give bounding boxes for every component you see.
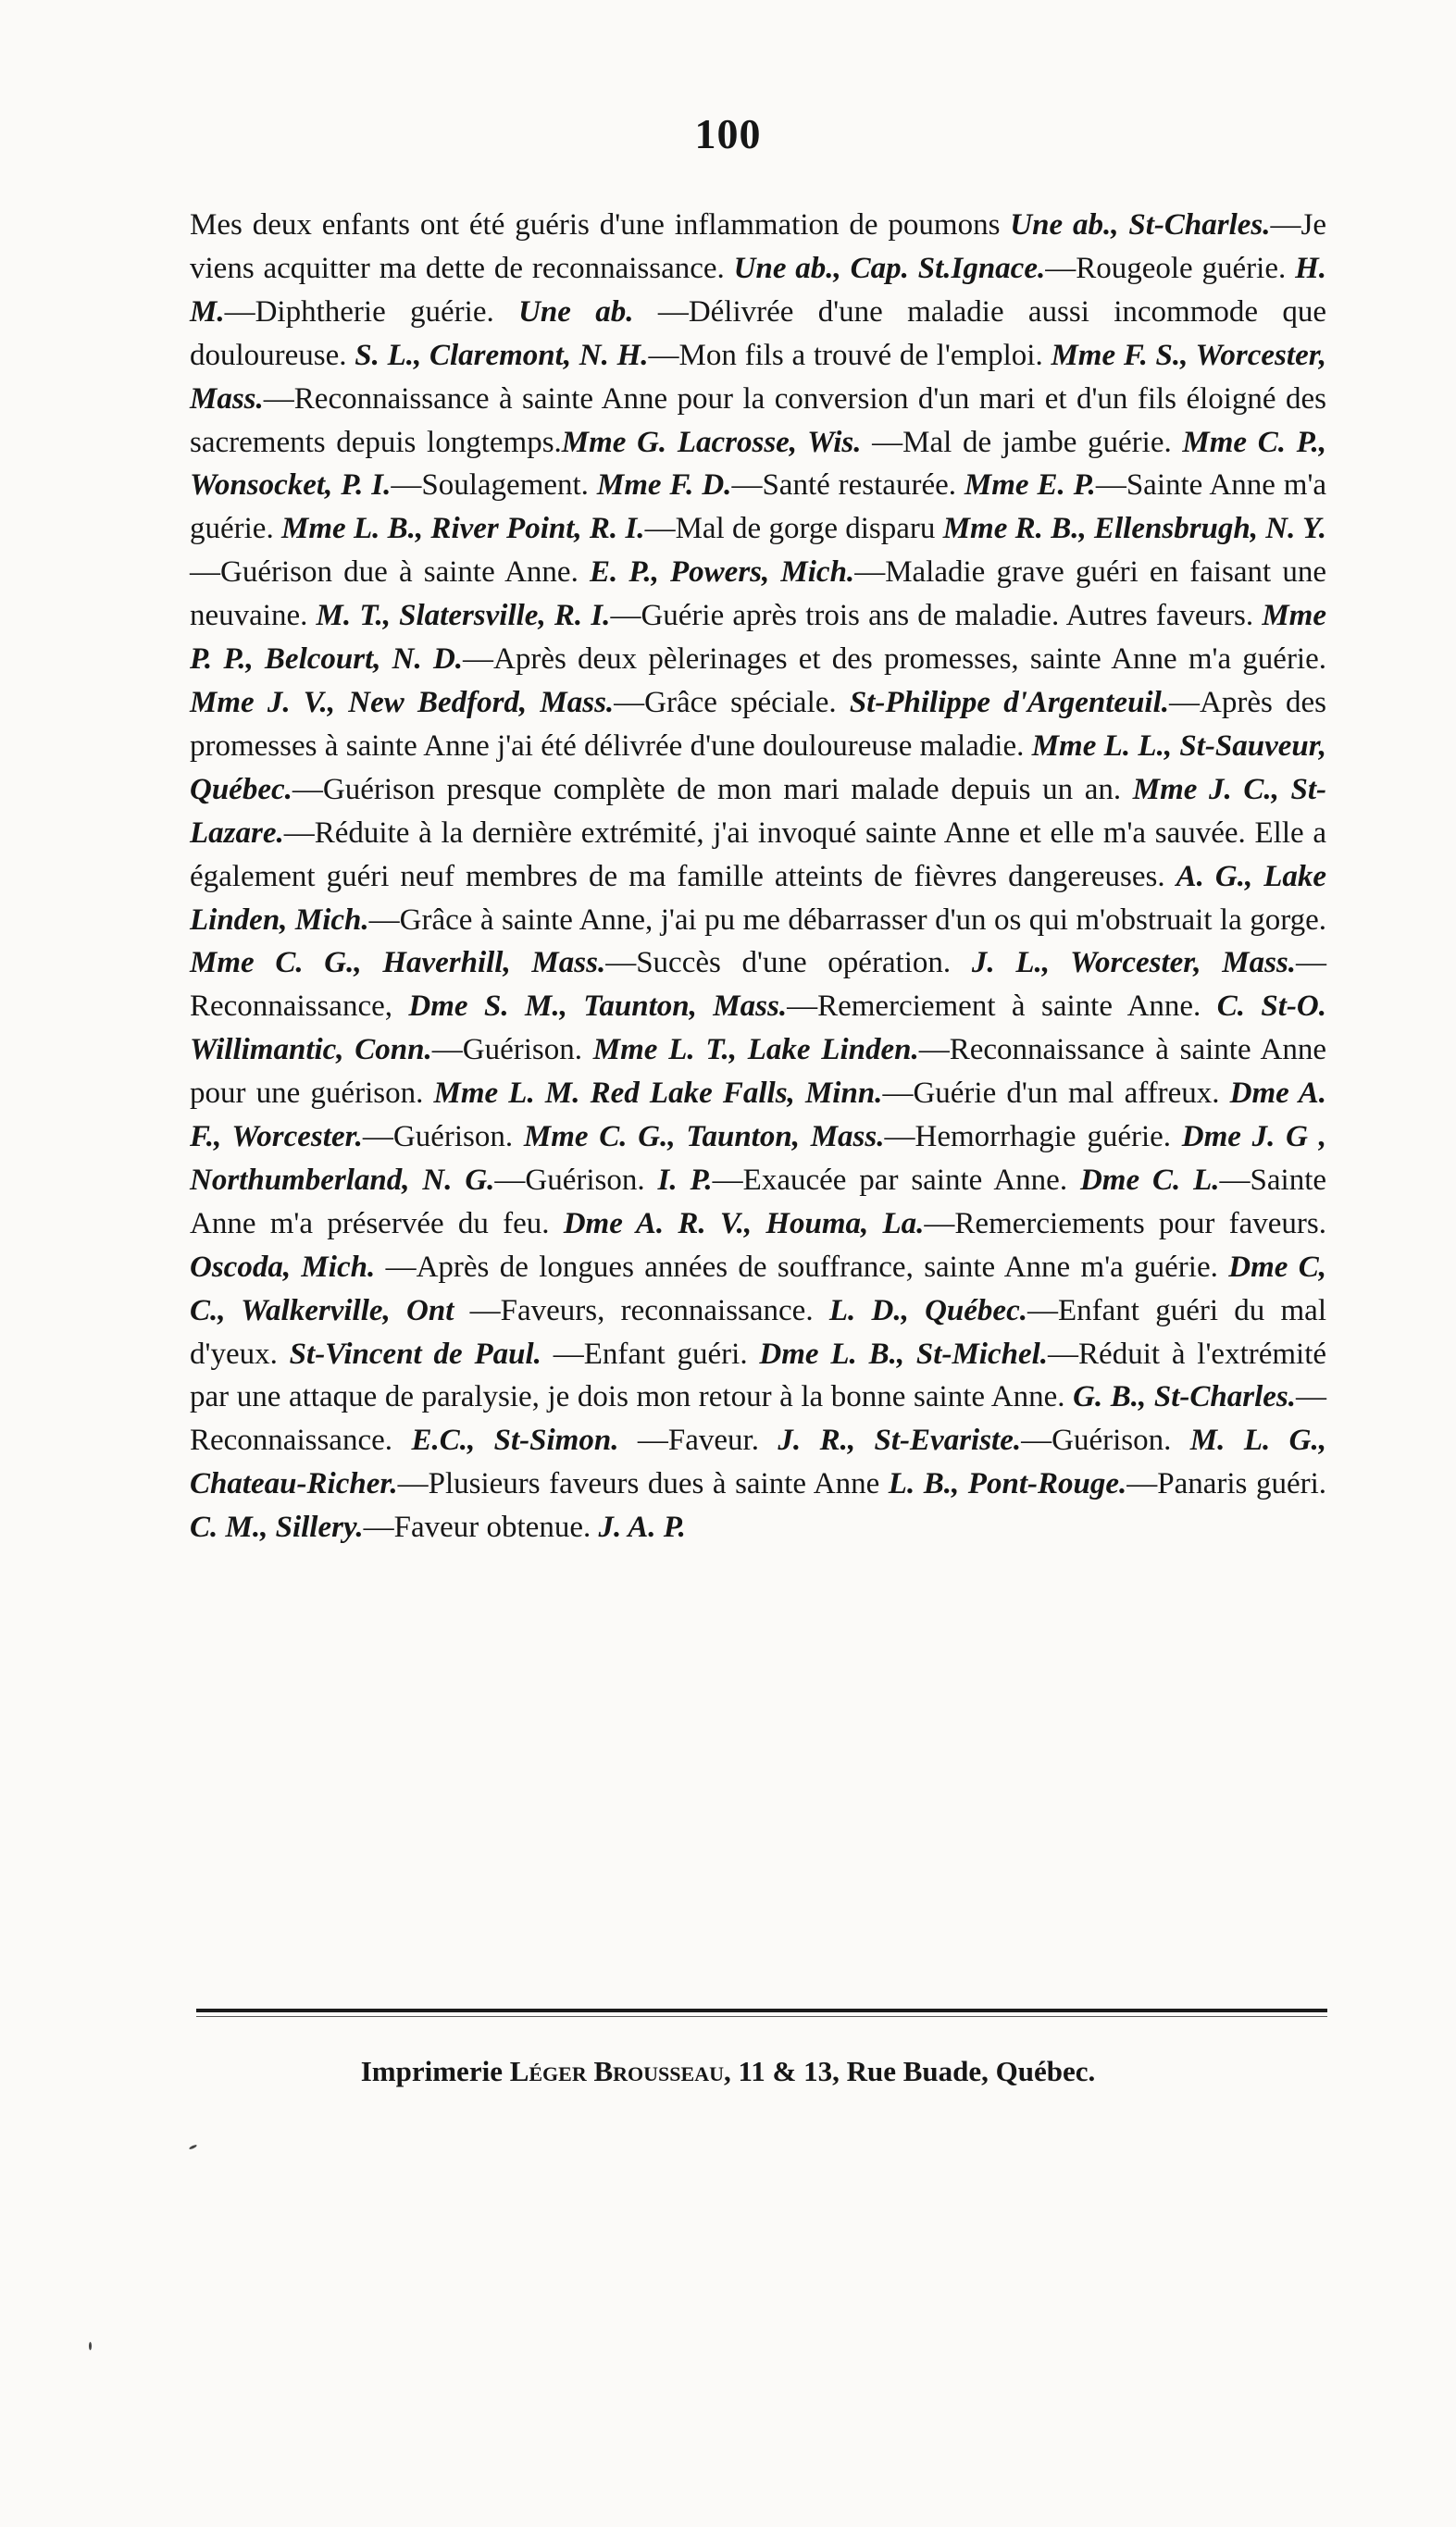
favor-text: —Succès d'une opération. [605,946,952,980]
favor-attribution: Mme F. D. [596,468,732,503]
favor-attribution: E.C., St-Simon. [411,1424,619,1458]
footer-rule-thin [196,2016,1327,2017]
favor-attribution: Mme G. Lacrosse, Wis. [561,425,862,459]
favor-attribution: M. T., Slatersville, R. I. [316,599,611,633]
favor-text: —Délivrée d'une maladie aussi incommode que douloureuse. [190,294,1327,372]
favor-attribution: Dme S. M., Taunton, Mass. [408,990,788,1024]
favor-text: —Faveur obtenue. [363,1511,591,1545]
favor-attribution: Dme C. L. [1079,1163,1220,1197]
favor-text: —Après deux pèlerinages et des promesses, sainte Anne m'a guérie. [463,642,1326,677]
favor-text: —Sainte Anne m'a guérie. [190,468,1327,546]
favors-paragraph [190,204,1326,1550]
favor-text: —Guérison. [1021,1424,1172,1458]
favor-text: —Guérison due à sainte Anne. [190,555,579,590]
favor-text: —Faveurs, reconnaissance. [454,1293,814,1327]
favor-attribution: C. M., Sillery. [190,1511,364,1545]
favor-attribution: Mme C. G., Haverhill, Mass. [190,946,606,980]
favor-text: —Sainte Anne m'a préservée du feu. [190,1163,1327,1240]
favor-attribution: St-Vincent de Paul. [289,1337,541,1371]
favor-attribution: Dme C, C., Walkerville, Ont [190,1250,1327,1327]
favor-attribution: J. A. P. [598,1511,686,1545]
favor-text: —Diphtherie guérie. [224,294,494,329]
favor-text: —Après des promesses à sainte Anne j'ai été délivrée d'une douloureuse maladie. [190,685,1327,763]
imprint-name-1: Léger [509,2055,587,2087]
favor-text: —Mal de jambe guérie. [872,425,1172,459]
favor-attribution: Mme J. V., New Bedford, Mass. [190,685,615,719]
favor-text: —Mon fils a trouvé de l'emploi. [648,338,1043,372]
printer-imprint [0,2055,1456,2088]
favor-text: —Enfant guéri. [553,1337,748,1371]
favor-attribution: Mme F. S., Worcester, Mass. [190,338,1326,416]
favor-text: —Maladie grave guéri en faisant une neuvaine. [190,555,1326,633]
favor-text: —Guérison. [494,1163,645,1197]
favor-attribution: Dme L. B., St-Michel. [759,1337,1049,1371]
favor-text: —Soulagement. [391,468,589,503]
favor-attribution: Mme C. G., Taunton, Mass. [523,1120,885,1154]
favor-text: —Santé restaurée. [731,468,956,503]
favor-text: —Grâce à sainte Anne, j'ai pu me débarrasser d'un os qui m'obstruait la gorge. [368,902,1326,937]
favor-attribution: G. B., St-Charles. [1073,1380,1297,1414]
favor-text: —Je viens acquitter ma dette de reconnaissance. [190,208,1326,285]
imprint-prefix: Imprimerie [360,2055,503,2087]
favor-text: —Guérie d'un mal affreux. [882,1077,1220,1111]
favor-text: —Faveur. [637,1424,759,1458]
favor-attribution: Dme A. R. V., Houma, La. [563,1206,925,1240]
favor-text: —Reconnaissance. [190,1380,1327,1458]
favor-attribution: Mme L. B., River Point, R. I. [281,512,645,546]
ink-speck [189,2144,197,2150]
favor-text: —Grâce spéciale. [614,685,837,719]
favor-text: —Remerciements pour faveurs. [924,1206,1326,1240]
ink-speck [89,2342,92,2350]
favor-attribution: J. L., Worcester, Mass. [971,946,1297,980]
favor-attribution: Mme E. P. [964,468,1096,503]
favor-attribution: C. St-O. Willimantic, Conn. [190,990,1326,1067]
favor-attribution: Dme J. G , Northumberland, N. G. [190,1120,1327,1197]
favor-attribution: Mme L. M. Red Lake Falls, Minn. [433,1077,883,1111]
favor-text: —Guérie après trois ans de maladie. Autres faveurs. [610,599,1254,633]
favor-text: —Guérison. [362,1120,514,1154]
favor-attribution: Une ab., Cap. St.Ignace. [733,251,1046,285]
favor-text: —Reconnaissance à sainte Anne pour une guérison. [190,1033,1327,1111]
favor-attribution: Mme C. P., Wonsocket, P. I. [190,425,1327,503]
favor-text: —Panaris guéri. [1126,1467,1326,1501]
favor-attribution: I. P. [657,1163,713,1197]
favors-body-text [190,204,1326,1550]
imprint-name-2: Brousseau, [593,2055,731,2087]
favor-attribution: St-Philippe d'Argenteuil. [849,685,1170,719]
footer-rule [196,2009,1327,2012]
favor-attribution: L. B., Pont-Rouge. [888,1467,1127,1501]
favor-attribution: Mme R. B., Ellensbrugh, N. Y. [942,512,1327,546]
favor-attribution: Oscoda, Mich. [190,1250,376,1284]
favor-attribution: Dme A. F., Worcester. [190,1077,1327,1154]
favor-text: —Après de longues années de souffrance, sainte Anne m'a guérie. [385,1250,1218,1284]
favor-attribution: Une ab. [518,294,634,329]
favor-text: —Rougeole guérie. [1045,251,1287,285]
favor-attribution: L. D., Québec. [828,1293,1027,1327]
favor-attribution: H. M. [190,251,1326,329]
favor-text: —Réduite à la dernière extrémité, j'ai invoqué sainte Anne et elle m'a sauvée. Elle a également guéri neuf membres de ma famille atteints de fièvres dangereuses. [190,815,1326,893]
favor-text: —Remerciement à sainte Anne. [787,990,1201,1024]
favor-text: —Reconnaissance, [190,946,1327,1024]
favor-attribution: E. P., Powers, Mich. [590,555,855,590]
favor-text: —Plusieurs faveurs dues à sainte Anne [397,1467,880,1501]
favor-attribution: Une ab., St-Charles. [1010,208,1271,242]
favor-text: Mes deux enfants ont été guéris d'une inflammation de poumons [190,208,1001,242]
favor-text: —Mal de gorge disparu [644,512,936,546]
favor-text: —Guérison presque complète de mon mari malade depuis un an. [292,772,1122,806]
favor-text: —Réduit à l'extrémité par une attaque de paralysie, je dois mon retour à la bonne sainte Anne. [190,1337,1327,1414]
favor-attribution: Mme L. L., St-Sauveur, Québec. [190,728,1327,806]
favor-attribution: M. L. G., Chateau-Richer. [190,1424,1326,1501]
favor-text: —Hemorrhagie guérie. [884,1120,1172,1154]
page-number: 100 [694,110,762,157]
favor-attribution: Mme L. T., Lake Linden. [592,1033,919,1067]
favor-text: —Guérison. [431,1033,583,1067]
favor-attribution: J. R., St-Evariste. [778,1424,1022,1458]
favor-attribution: Mme J. C., St-Lazare. [190,772,1327,850]
favor-text: —Enfant guéri du mal d'yeux. [190,1293,1326,1371]
imprint-address: 11 & 13, Rue Buade, Québec. [738,2055,1096,2087]
favor-text: —Exaucée par sainte Anne. [712,1163,1068,1197]
favor-attribution: Mme P. P., Belcourt, N. D. [190,599,1327,677]
favor-text: —Reconnaissance à sainte Anne pour la conversion d'un mari et d'un fils éloigné des sacrements depuis longtemps. [190,381,1326,459]
favor-attribution: S. L., Claremont, N. H. [355,338,649,372]
favor-attribution: A. G., Lake Linden, Mich. [190,859,1326,937]
